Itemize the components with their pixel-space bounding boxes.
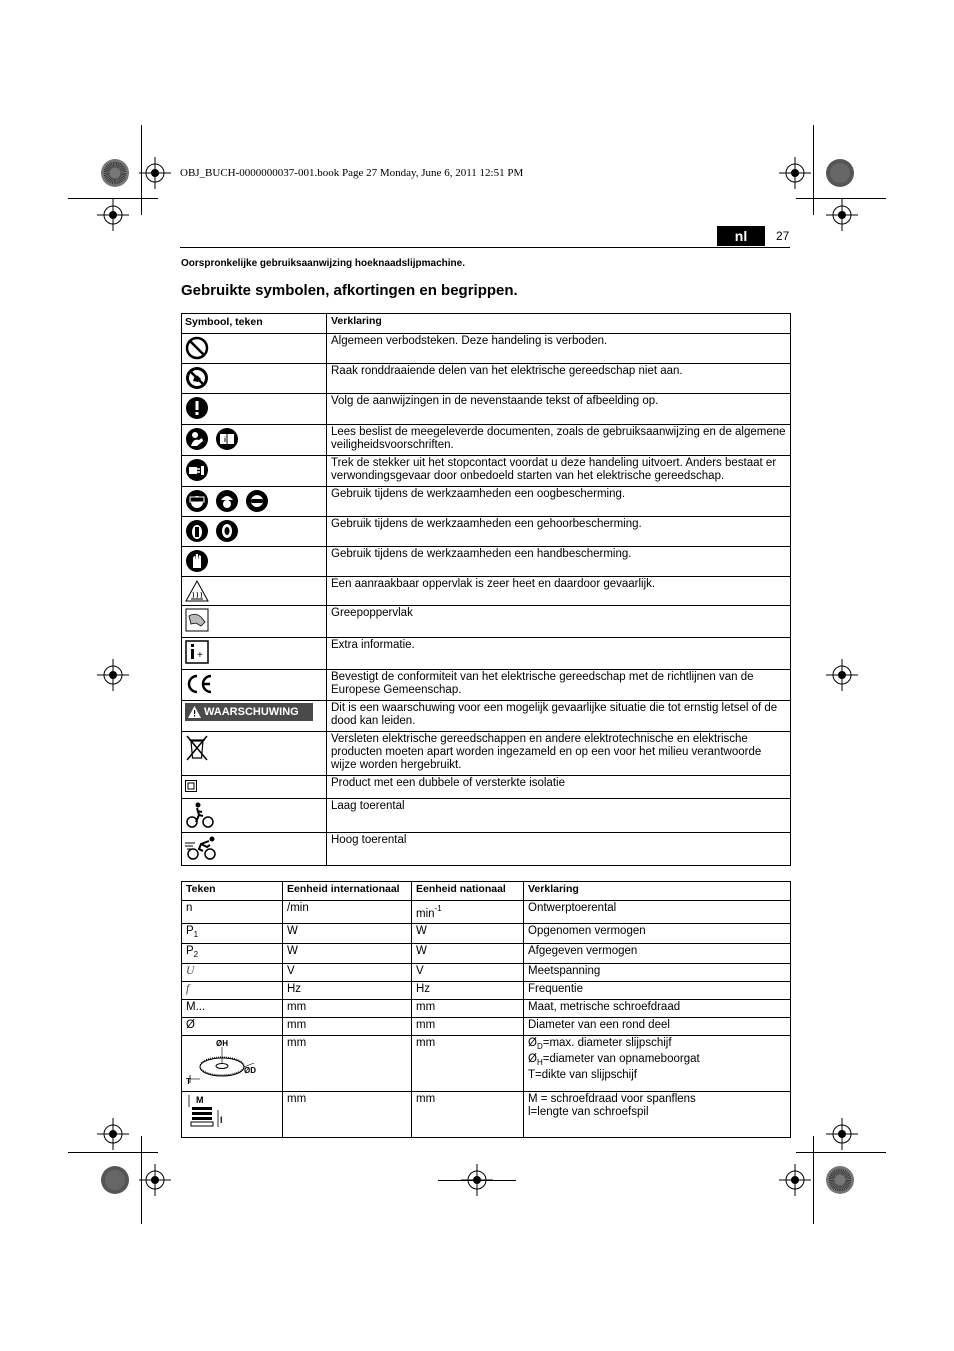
registration-mark-icon (96, 658, 130, 692)
unit-sign: $P_2$ (182, 944, 283, 964)
warning-label-text: WAARSCHUWING (204, 705, 299, 718)
symbol-description: Een aanraakbaar oppervlak is zeer heet en daardoor gevaarlijk. (327, 577, 791, 606)
unit-explanation: $Ø_D=\max$. diameter slijpschijf $Ø_H=diameter$ van opnameboorgat T=dikte van slijpschijf (524, 1036, 791, 1092)
ce-mark-icon (185, 672, 213, 696)
read-manual-icon (215, 427, 239, 451)
disc-label-h: ØH (216, 1039, 228, 1048)
registration-mark-icon (778, 156, 812, 190)
registration-mark-icon (138, 156, 172, 190)
weee-bin-icon (185, 734, 209, 762)
thread-label-l: l (220, 1115, 223, 1125)
symbol-description: Greepoppervlak (327, 606, 791, 638)
unit-explanation: Meetspanning (524, 964, 791, 982)
table-row (182, 456, 791, 487)
unit-national: V (412, 964, 524, 982)
symbol-description: Dit is een waarschuwing voor een mogelijk gevaarlijke situatie die tot ernstig letsel of de dood kan leiden. (327, 701, 791, 732)
table-row (182, 670, 791, 701)
table-row (182, 924, 791, 944)
column-header: Eenheid internationaal (283, 882, 412, 901)
unit-sign (182, 1092, 283, 1138)
unit-sign: $P_1$ (182, 924, 283, 944)
symbol-description: Gebruik tijdens de werkzaamheden een oogbescherming. (327, 487, 791, 517)
registration-mark-icon (825, 198, 859, 232)
low-speed-bicycle-icon (185, 801, 215, 829)
color-wheel-icon (825, 158, 855, 188)
disc-label-t: T (186, 1077, 191, 1085)
unit-sign (182, 1036, 283, 1092)
helmet-visor-icon (215, 489, 239, 513)
unit-explanation: Afgegeven vermogen (524, 944, 791, 964)
symbol-description: Gebruik tijdens de werkzaamheden een handbescherming. (327, 547, 791, 577)
unit-explanation: Diameter van een rond deel (524, 1018, 791, 1036)
table-row (182, 1036, 791, 1092)
crop-line (813, 1136, 814, 1224)
registration-mark-icon (96, 1117, 130, 1151)
table-row (182, 799, 791, 833)
unit-international: mm (283, 1092, 412, 1138)
document-subtitle: Oorspronkelijke gebruiksaanwijzing hoeknaadslijpmachine. (181, 258, 465, 269)
table-row (182, 901, 791, 924)
units-table (181, 881, 791, 1138)
symbol-description: Algemeen verbodsteken. Deze handeling is verboden. (327, 334, 791, 364)
disc-label-d: ØD (244, 1066, 256, 1075)
symbol-description: Laag toerental (327, 799, 791, 833)
unit-explanation: Frequentie (524, 982, 791, 1000)
crop-line (438, 1180, 516, 1181)
color-wheel-icon (100, 158, 130, 188)
table-row (182, 982, 791, 1000)
page-number: 27 (776, 229, 790, 243)
registration-mark-icon (96, 198, 130, 232)
table-header-row (182, 882, 791, 901)
unit-international: Hz (283, 982, 412, 1000)
do-not-touch-icon (185, 366, 209, 390)
table-row (182, 1018, 791, 1036)
unit-national: $\min^{-1}$ (412, 901, 524, 924)
color-wheel-icon (825, 1165, 855, 1195)
symbol-description: Trek de stekker uit het stopcontact voordat u deze handeling uitvoert. Anders bestaat er verwondingsgevaar door onbedoeld starten van het elektrische gereedschap. (327, 456, 791, 487)
print-header: OBJ_BUCH-0000000037-001.book Page 27 Monday, June 6, 2011 12:51 PM (180, 167, 524, 179)
column-header: Verklaring (327, 314, 791, 334)
unit-explanation: Opgenomen vermogen (524, 924, 791, 944)
column-header: Teken (182, 882, 283, 901)
unit-international: mm (283, 1036, 412, 1092)
unit-sign: f (182, 982, 283, 1000)
crop-line (796, 1152, 886, 1153)
crop-line (813, 125, 814, 215)
symbol-description: Extra informatie. (327, 638, 791, 670)
exclamation-icon (185, 396, 209, 420)
grinding-disc-diagram-icon (186, 1037, 266, 1085)
table-row (182, 776, 791, 799)
table-row (182, 606, 791, 638)
column-header: Symbool, teken (182, 314, 327, 334)
symbol-description: Hoog toerental (327, 833, 791, 866)
symbol-description: Gebruik tijdens de werkzaamheden een gehoorbescherming. (327, 517, 791, 547)
table-row (182, 487, 791, 517)
table-row (182, 944, 791, 964)
unit-international: W (283, 924, 412, 944)
table-row (182, 701, 791, 732)
registration-mark-icon (138, 1163, 172, 1197)
unit-international: W (283, 944, 412, 964)
unit-national: mm (412, 1092, 524, 1138)
prohibition-icon (185, 336, 209, 360)
ear-protection-icon (215, 519, 239, 543)
unit-national: Hz (412, 982, 524, 1000)
table-row (182, 517, 791, 547)
info-icon (185, 640, 209, 664)
symbol-description: Volg de aanwijzingen in de nevenstaande tekst of afbeelding op. (327, 394, 791, 425)
table-row (182, 577, 791, 606)
registration-mark-icon (778, 1163, 812, 1197)
unit-national: W (412, 924, 524, 944)
table-row (182, 364, 791, 394)
table-row (182, 425, 791, 456)
column-header: Eenheid nationaal (412, 882, 524, 901)
symbol-description: Raak ronddraaiende delen van het elektrische gereedschap niet aan. (327, 364, 791, 394)
table-row (182, 394, 791, 425)
double-insulation-icon (185, 780, 197, 792)
unit-explanation: Maat, metrische schroefdraad (524, 1000, 791, 1018)
table-row (182, 964, 791, 982)
unit-sign: n (182, 901, 283, 924)
table-row (182, 547, 791, 577)
read-manual-person-icon (185, 427, 209, 451)
table-row (182, 732, 791, 776)
registration-mark-icon (825, 658, 859, 692)
unit-international: V (283, 964, 412, 982)
unit-international: mm (283, 1018, 412, 1036)
symbols-table (181, 313, 791, 866)
unit-national: mm (412, 1018, 524, 1036)
unit-national: mm (412, 1036, 524, 1092)
table-row (182, 1092, 791, 1138)
unit-sign: U (182, 964, 283, 982)
svg-text:i: i (224, 437, 227, 444)
svg-text:+: + (197, 650, 203, 661)
unit-national: W (412, 944, 524, 964)
symbol-description: Product met een dubbele of versterkte isolatie (327, 776, 791, 799)
thread-label-m: M (196, 1095, 204, 1105)
section-title: Gebruikte symbolen, afkortingen en begrippen. (181, 282, 518, 299)
eye-protection-icon (245, 489, 269, 513)
header-rule (180, 247, 790, 248)
unit-national: mm (412, 1000, 524, 1018)
grip-surface-icon (185, 608, 209, 632)
registration-mark-icon (825, 1117, 859, 1151)
unit-explanation: Ontwerptoerental (524, 901, 791, 924)
unit-international: mm (283, 1000, 412, 1018)
color-wheel-icon (100, 1165, 130, 1195)
symbol-description: Lees beslist de meegeleverde documenten, zoals de gebruiksaanwijzing en de algemene veiligheidsvoorschriften. (327, 425, 791, 456)
hot-surface-icon (185, 579, 209, 603)
unit-sign: Ø (182, 1018, 283, 1036)
table-row (182, 638, 791, 670)
unit-sign: M... (182, 1000, 283, 1018)
table-header-row (182, 314, 791, 334)
hand-protection-icon (185, 549, 209, 573)
unit-international: /min (283, 901, 412, 924)
unit-explanation: M = schroefdraad voor spanflens l=lengte van schroefspil (524, 1092, 791, 1138)
warning-triangle-icon (188, 706, 201, 718)
ear-muffs-icon (185, 519, 209, 543)
high-speed-bicycle-icon (185, 835, 219, 861)
table-row (182, 334, 791, 364)
face-shield-icon (185, 489, 209, 513)
unplug-icon (185, 458, 209, 482)
language-badge: nl (717, 226, 765, 246)
column-header: Verklaring (524, 882, 791, 901)
warning-label-icon (185, 703, 313, 721)
symbol-description: Versleten elektrische gereedschappen en andere elektrotechnische en elektrische producten moeten apart worden ingezameld en op een voor het milieu verantwoorde wijze worden hergebruikt. (327, 732, 791, 776)
crop-line (68, 1152, 158, 1153)
symbol-description: Bevestigt de conformiteit van het elektrische gereedschap met de richtlijnen van de Europese Gemeenschap. (327, 670, 791, 701)
table-row (182, 833, 791, 866)
spindle-thread-diagram-icon (186, 1093, 236, 1131)
table-row (182, 1000, 791, 1018)
